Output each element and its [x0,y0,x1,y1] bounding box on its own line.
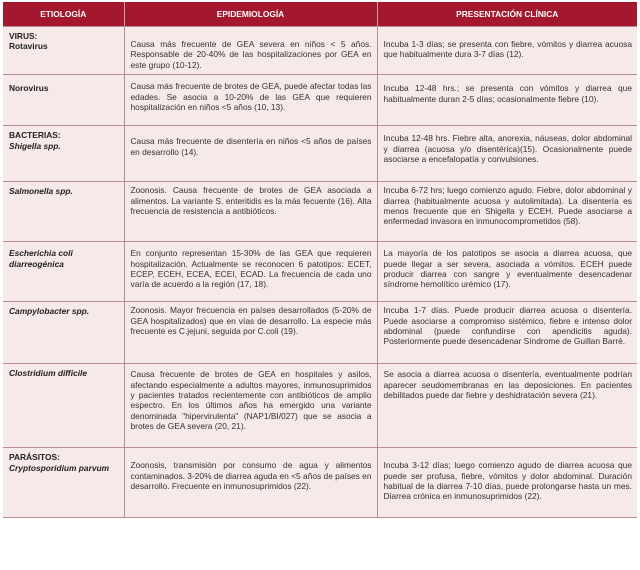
clinical-cell: Incuba 1-3 días; se presenta con fiebre, vómitos y diarrea acuosa que habitualmente dura 3-7 días (12). [377,27,637,75]
clinical-cell: La mayoría de los patotipos se asocia a diarrea acuosa, que puede llegar a ser severa, asociada a vómitos. ECEH puede producir diarrea con sangre y eventualmente desencadenar síndrome hemolítico urémico (17). [377,242,637,302]
etiology-cell [3,364,124,448]
table-row [3,302,637,364]
epidemiology-cell: Causa más frecuente de brotes de GEA, puede afectar todas las edades. Se asocia a 10-20% de las GEA que requieren hospitalización en niños <5 años (10, 13). [124,75,377,126]
etiology-cell [3,182,124,242]
agent-name: Salmonella spp. [9,186,73,197]
etiology-cell [3,27,124,75]
epidemiology-cell: Causa frecuente de brotes de GEA en hospitales y asilos, afectando especialmente a adultos mayores, inmunosuprimidos y pacientes tratados recientemente con antibióticos de amplio espectro. En los últimos años ha emergido una variante denominada "hipervirulenta" (NAP1/BI/027) que se asocia a brotes de GEA severa (20, 21). [124,364,377,448]
agent-name: Escherichia coli diarreogénica [9,248,73,269]
agent-name: Norovirus [9,83,49,94]
table-row [3,27,637,75]
header-epidemiologia: EPIDEMIOLOGÍA [124,2,377,27]
clinical-cell: Incuba 12-48 hrs. Fiebre alta, anorexia, náuseas, dolor abdominal y diarrea (acuosa y/o disentérica)(15). Ocasionalmente puede asociarse a encefalopatía y convulsiones. [377,126,637,182]
agent-name: Shigella spp. [9,140,61,151]
etiology-table [3,2,637,518]
epidemiology-cell: Zoonosis. Mayor frecuencia en países desarrollados (5-20% de GEA hospitalizados) que en vías de desarrollo. La especie más frecuente es C.jejuni, seguida por C.coli (19). [124,302,377,364]
header-presentacion: PRESENTACIÓN CLÍNICA [377,2,637,27]
header-etiologia: ETIOLOGÍA [3,2,124,27]
clinical-cell: Incuba 1-7 días. Puede producir diarrea acuosa o disentería. Puede asociarse a compromiso sistémico, fiebre e intenso dolor abdominal (puede confundirse con apendicitis aguda). Posteriormente puede desencadenar Síndrome de Guillan Barré. [377,302,637,364]
group-label: PARÁSITOS: [9,452,60,463]
group-label: VIRUS: [9,31,38,41]
table-row [3,182,637,242]
agent-name: Campylobacter spp. [9,306,90,317]
clinical-cell: Se asocia a diarrea acuosa o disentería, eventualmente podrían aparecer seudomembranas en las deposiciones. En pacientes debilitados puede dar fiebre y deshidratación severa (21). [377,364,637,448]
table-row [3,126,637,182]
etiology-cell [3,75,124,126]
agent-name: Clostridium difficile [9,368,88,379]
epidemiology-cell: Zoonosis, transmisión por consumo de agua y alimentos contaminados. 3-20% de diarrea aguda en <5 años de países en desarrollo. Frecuente en inmunosuprimidos (22). [124,448,377,518]
group-label: BACTERIAS: [9,130,61,141]
table-row [3,448,637,518]
epidemiology-cell: En conjunto representan 15-30% de las GEA que requieren hospitalización. Actualmente se reconocen 6 patotipos: ECET, ECEP, ECEH, ECEA, ECEI, ECAD. La frecuencia de cada uno varía de acuerdo a la región (17, 18). [124,242,377,302]
epidemiology-cell: Causa más frecuente de GEA severa en niños < 5 años. Responsable de 20-40% de las hospitalizaciones por GEA en este grupo (10-12). [124,27,377,75]
etiology-cell [3,448,124,518]
table-row [3,364,637,448]
etiology-cell [3,302,124,364]
etiology-cell [3,126,124,182]
agent-name: Cryptosporidium parvum [9,462,110,473]
clinical-cell: Incuba 12-48 hrs.; se presenta con vómitos y diarrea que habitualmente duran 2-5 días; ocasionalmente fiebre (10). [377,75,637,126]
table-row [3,242,637,302]
epidemiology-cell: Zoonosis. Causa frecuente de brotes de GEA asociada a alimentos. La variante S. enteritidis es la más fecuente (16). Alta frecuencia de resistencia a antibióticos. [124,182,377,242]
clinical-cell: Incuba 3-12 días; luego comienzo agudo de diarrea acuosa que puede ser profusa, fiebre, vómitos y dolor abdominal. Duración habitual de la diarrea 7-10 días, puede prolongarse hasta un mes. Diarrea crónica en inmunosuprimidos (22). [377,448,637,518]
etiology-cell [3,242,124,302]
agent-name: Rotavirus [9,41,48,52]
epidemiology-cell: Causa más frecuente de disentería en niños <5 años de países en desarrollo (14). [124,126,377,182]
header-row [3,2,637,27]
clinical-cell: Incuba 6-72 hrs; luego comienzo agudo. Fiebre, dolor abdominal y diarrea (habitualmente acuosa y autolimitada). La disentería es menos frecuente que en Shigella y ECEH. Puede asociarse a enfermedad invasora en inmunocomprometidos (58). [377,182,637,242]
table-row [3,75,637,126]
